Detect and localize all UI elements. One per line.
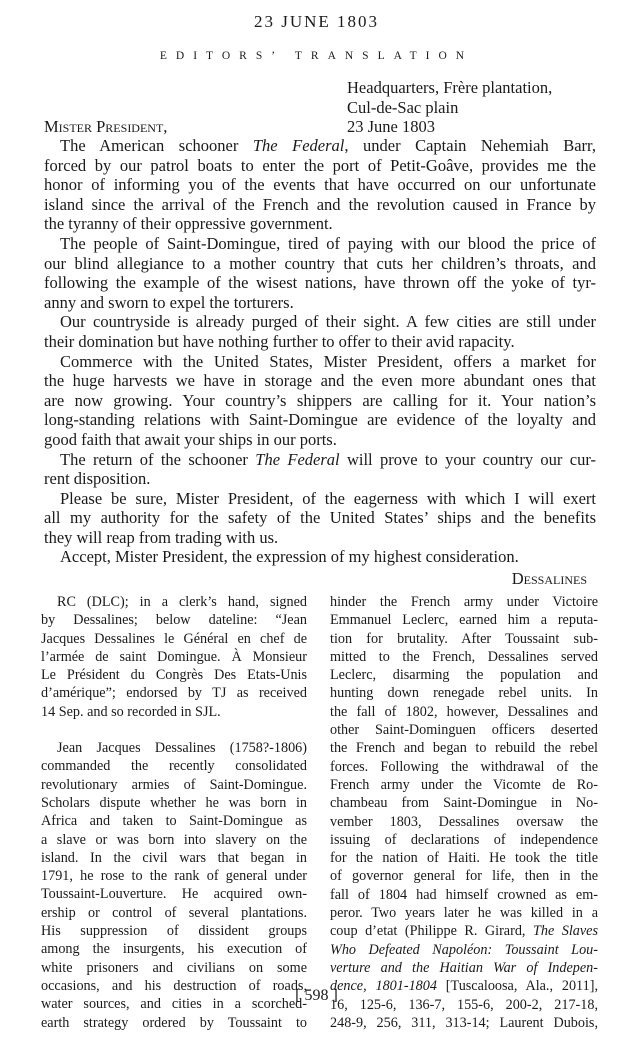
letter-line: anny and sworn to expel the torturers. xyxy=(44,292,294,312)
note-line: the fall of 1802, however, Dessalines and xyxy=(330,703,598,720)
note-line: fall of 1804 had himself crowned as em- xyxy=(330,886,598,903)
dateline xyxy=(347,78,552,137)
note-line: occasions, and his destruction of roads, xyxy=(41,977,307,994)
note-line: Leclerc, disarming the population and xyxy=(330,667,598,684)
note-line: verture and the Haitian War of Indepen- xyxy=(330,959,598,976)
note-line: dence, 1801-1804 [Tuscaloosa, Ala., 2011], xyxy=(330,978,598,995)
note-line: His suppression of dissident groups xyxy=(41,923,307,940)
note-line: water sources, and cities in a scorched- xyxy=(41,996,307,1013)
note-line: white prisoners and civilians on some xyxy=(41,959,307,976)
letter-line: honor of informing you of the events that have occurred on our unfortunate xyxy=(44,175,596,195)
letter-line: The people of Saint-Domingue, tired of paying with our blood the price of xyxy=(60,233,596,253)
note-line: Jean Jacques Dessalines (1758?-1806) xyxy=(57,740,307,757)
note-line: other Saint-Dominguen officers deserted xyxy=(330,722,598,739)
page-number: [ 598 ] xyxy=(295,987,338,1004)
note-line: tion for brutality. After Toussaint sub- xyxy=(330,630,598,647)
note-line: Jacques Dessalines le Général en chef de xyxy=(41,630,307,647)
letter-line: our blind allegiance to a mother country that cuts her children’s throats, and xyxy=(44,253,596,273)
note-line: 14 Sep. and so recorded in SJL. xyxy=(41,703,221,720)
letter-line: Accept, Mister President, the expression of my highest consideration. xyxy=(60,547,519,567)
letter-line: are now growing. Your country’s shippers are calling for it. Your nation’s xyxy=(44,390,596,410)
note-line: ership or control of several plantations. xyxy=(41,904,307,921)
running-head: 23 JUNE 1803 xyxy=(253,12,380,31)
note-line: hunting down renegade rebel units. In xyxy=(330,685,598,702)
letter-line: island since the arrival of the French and the revolution caused in France by xyxy=(44,194,596,214)
notes-column-right xyxy=(330,593,598,1032)
letter-line: rent disposition. xyxy=(44,469,151,489)
note-line: d’amérique”; endorsed by TJ as received xyxy=(41,685,307,702)
note-line: l’armée de saint Domingue. À Monsieur xyxy=(41,648,307,665)
letter-line: their domination but have nothing further to offer to their avid rapacity. xyxy=(44,331,515,351)
letter-body xyxy=(44,136,596,567)
note-line: peror. Two years later he was killed in a xyxy=(330,905,598,922)
letter-line: The return of the schooner The Federal will prove to your country our cur- xyxy=(60,449,597,469)
section-heading: EDITORS’ TRANSLATION xyxy=(159,50,474,62)
dateline-line: Cul-de-Sac plain xyxy=(347,97,459,117)
salutation: Mister President, xyxy=(44,117,168,136)
letter-line: good faith that await your ships in our ports. xyxy=(44,429,337,449)
dateline-line: 23 June 1803 xyxy=(347,117,435,137)
note-line: by Dessalines; below dateline: “Jean xyxy=(41,612,307,629)
note-line: issuing of declarations of independence xyxy=(330,831,598,848)
note-line: Toussaint-Louverture. He acquired own- xyxy=(41,886,307,903)
note-line: hinder the French army under Victoire xyxy=(330,594,598,610)
notes-column-left xyxy=(41,593,307,1050)
note-line: Emmanuel Leclerc, earned him a reputa- xyxy=(330,612,598,629)
letter-line: all my authority for the safety of the United States’ ships and the benefits xyxy=(44,508,596,528)
note-line: Scholars dispute whether he was born in xyxy=(41,794,307,811)
note-line: RC (DLC); in a clerk’s hand, signed xyxy=(57,594,307,610)
note-line: Africa and taken to Saint-Domingue as xyxy=(41,813,307,830)
note-line: 16, 125-6, 136-7, 155-6, 200-2, 217-18, xyxy=(330,996,598,1013)
note-line: earth strategy ordered by Toussaint to xyxy=(41,1014,307,1031)
note-line: French army under the Vicomte de Ro- xyxy=(330,776,598,793)
note-line: of governor general for life, then in the xyxy=(330,868,598,885)
note-paragraph xyxy=(41,593,307,721)
note-line: among the insurgents, his execution of xyxy=(41,941,307,958)
note-line: mitted to the French, Dessalines served xyxy=(330,648,598,665)
note-line: revolutionary armies of Saint-Domingue. xyxy=(41,776,307,793)
letter-line: long-standing relations with Saint-Domingue are evidence of the loyalty and xyxy=(44,410,596,430)
letter-line: forced by our patrol boats to enter the port of Petit-Goâve, provides me the xyxy=(44,155,596,175)
note-line: coup d’etat (Philippe R. Girard, The Slaves xyxy=(330,923,598,940)
letter-line: Our countryside is already purged of their sight. A few cities are still under xyxy=(60,312,596,332)
note-line: Who Defeated Napoléon: Toussaint Lou- xyxy=(330,941,598,958)
note-line: chambeau from Saint-Domingue in No- xyxy=(330,795,598,812)
letter-line: the tyranny of their oppressive government. xyxy=(44,214,333,234)
note-line: island. In the civil wars that began in xyxy=(41,849,307,866)
letter-line: The American schooner The Federal, under Captain Nehemiah Barr, xyxy=(60,136,596,155)
note-line: for the nation of Haiti. He took the title xyxy=(330,850,598,867)
letter-line: the huge harvests we have in storage and the even more abundant ones that xyxy=(44,371,596,391)
dateline-line: Headquarters, Frère plantation, xyxy=(347,78,553,97)
note-line: the French and began to rebuild the rebel xyxy=(330,740,598,757)
letter-line: following the example of the wisest nations, have thrown off the yoke of tyr- xyxy=(44,273,596,293)
signature: Dessalines xyxy=(511,569,587,588)
note-line: vember 1803, Dessalines oversaw the xyxy=(330,813,598,830)
note-line: commanded the recently consolidated xyxy=(41,758,307,775)
note-line: forces. Following the withdrawal of the xyxy=(330,758,598,775)
note-line: a slave or was born into slavery on the xyxy=(41,831,307,848)
letter-line: they will reap from trading with us. xyxy=(44,527,279,547)
letter-line: Commerce with the United States, Mister President, offers a market for xyxy=(60,351,596,371)
letter-line: Please be sure, Mister President, of the eagerness with which I will exert xyxy=(60,488,596,508)
note-line: Le Président du Congrès Des Etats-Unis xyxy=(41,667,307,684)
note-line: 1791, he rose to the rank of general under xyxy=(41,868,307,885)
note-line: 248-9, 256, 311, 313-14; Laurent Dubois, xyxy=(330,1014,598,1031)
